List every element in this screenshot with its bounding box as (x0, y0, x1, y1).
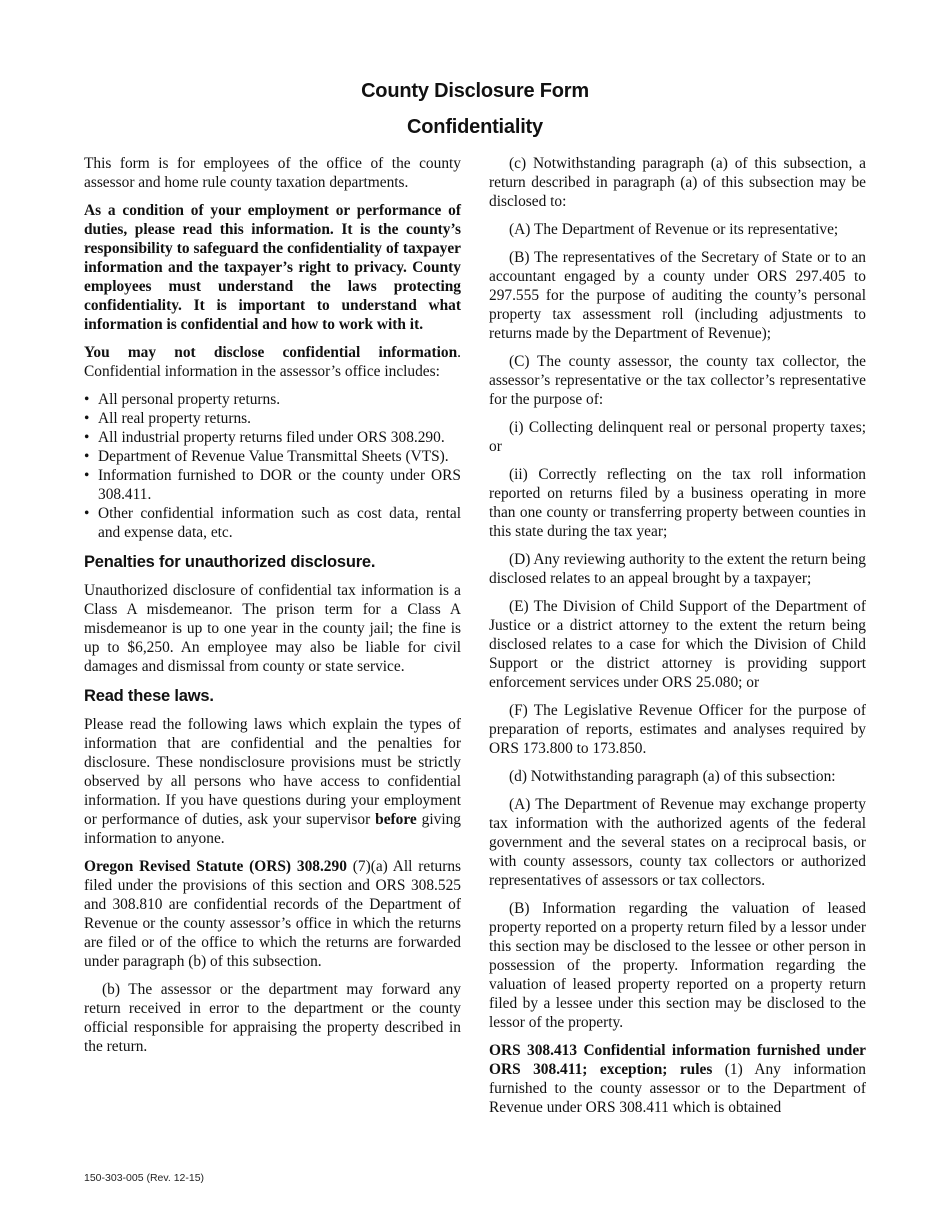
ors-308-290-paragraph (84, 857, 461, 971)
intro-paragraph: This form is for employees of the office of the county assessor and home rule county taxation departments. (84, 155, 461, 191)
ors-308-413-text: (1) Any information furnished to the county assessor or to the Department of Revenue under ORS 308.411 which is obtained (489, 1061, 866, 1116)
ors-308-413-heading: ORS 308.413 Confidential information furnished under ORS 308.411; exception; rules (489, 1042, 866, 1078)
subsection-c: (c) Notwithstanding paragraph (a) of this subsection, a return described in paragraph (a) of this subsection may be disclosed to: (489, 155, 866, 210)
form-number-footer: 150-303-005 (Rev. 12-15) (84, 1172, 205, 1184)
laws-text-start: Please read the following laws which explain the types of information that are confidential and the penalties for disclosure. These nondisclosure provisions must be strictly observed by all persons who have access to confidential information. If you have questions during your employment or performance of duties, ask your supervisor (84, 716, 461, 828)
list-item: • Other confidential information such as cost data, rental and expense data, etc. (84, 504, 461, 542)
list-item: • All real property returns. (84, 409, 461, 428)
subsection-c-F: (F) The Legislative Revenue Officer for the purpose of preparation of reports, estimates and analyses required by ORS 173.800 to 173.850. (489, 702, 866, 757)
disclose-rest: . Confidential information in the assessor’s office includes: (84, 344, 461, 380)
laws-text-end: giving information to anyone. (84, 811, 461, 847)
list-item: • Information furnished to DOR or the county under ORS 308.411. (84, 466, 461, 504)
list-item: • All personal property returns. (84, 390, 461, 409)
confidential-list (84, 390, 461, 542)
ors-308-290-text: (7)(a) All returns filed under the provisions of this section and ORS 308.525 and 308.810 are confidential records of the Department of Revenue or the county assessor’s office in which the returns are filed or of the office to which the returns are forwarded under paragraph (b) of this subsection. (84, 858, 462, 970)
subsection-c-C: (C) The county assessor, the county tax collector, the assessor’s representative or the tax collector’s representative for the purpose of: (489, 353, 866, 408)
laws-text-bold: before (375, 811, 417, 828)
subsection-c-A: (A) The Department of Revenue or its representative; (509, 221, 839, 238)
subsection-c-C-ii: (ii) Correctly reflecting on the tax roll information reported on returns filed by a business operating in more than one county or transferring property between counties in this state during the tax year; (489, 466, 866, 540)
subsection-d: (d) Notwithstanding paragraph (a) of this subsection: (509, 768, 836, 785)
subsection-c-C-i: (i) Collecting delinquent real or personal property taxes; or (489, 419, 866, 455)
ors-308-413-paragraph (489, 1041, 866, 1117)
disclose-paragraph (84, 343, 461, 381)
subsection-c-E: (E) The Division of Child Support of the Department of Justice or a district attorney to the extent the return being disclosed relates to a case for which the Division of Child Support or the district attorney is providing support enforcement services under ORS 25.080; or (489, 598, 866, 691)
subsection-c-D: (D) Any reviewing authority to the extent the return being disclosed relates to an appeal brought by a taxpayer; (489, 551, 866, 587)
form-title: County Disclosure Form (361, 80, 589, 102)
laws-paragraph (84, 715, 461, 848)
form-subtitle: Confidentiality (407, 116, 543, 138)
laws-heading: Read these laws. (84, 687, 214, 705)
left-column (84, 154, 461, 1065)
penalties-heading: Penalties for unauthorized disclosure. (84, 553, 376, 571)
ors-b-paragraph: (b) The assessor or the department may forward any return received in error to the department or the county official responsible for appraising the property described in the return. (84, 981, 461, 1055)
ors-308-290-heading: Oregon Revised Statute (ORS) 308.290 (84, 858, 347, 875)
subsection-d-A: (A) The Department of Revenue may exchange property tax information with the authorized agents of the federal government and the several states on a reciprocal basis, or with county assessors, county tax collectors or authorized representatives of assessors or tax collectors. (489, 796, 866, 889)
condition-paragraph: As a condition of your employment or performance of duties, please read this information. It is the county’s responsibility to safeguard the confidentiality of taxpayer information and the taxpayer’s right to privacy. County employees must understand the laws protecting confidentiality. It is important to understand what information is confidential and how to work with it. (84, 202, 461, 333)
list-item: • All industrial property returns filed under ORS 308.290. (84, 428, 461, 447)
subsection-d-B: (B) Information regarding the valuation of leased property reported on a property return filed by a lessor under this section may be disclosed to the lessee or other person in possession of the property. Information regarding the valuation of leased property reported on a property return filed by a lessee under this section may be disclosed to the lessor of the property. (489, 900, 866, 1031)
subsection-c-B: (B) The representatives of the Secretary of State or to an accountant engaged by a county under ORS 297.405 to 297.555 for the purpose of auditing the county’s personal property tax assessment roll (including adjustments to returns made by the Department of Revenue); (489, 249, 866, 342)
disclose-bold: You may not disclose confidential information (84, 344, 458, 361)
list-item: • Department of Revenue Value Transmittal Sheets (VTS). (84, 447, 461, 466)
right-column (489, 154, 866, 1126)
penalties-paragraph: Unauthorized disclosure of confidential tax information is a Class A misdemeanor. The prison term for a Class A misdemeanor is up to one year in the county jail; the fine is up to $6,250. An employee may also be liable for civil damages and dismissal from county or state service. (84, 582, 461, 675)
